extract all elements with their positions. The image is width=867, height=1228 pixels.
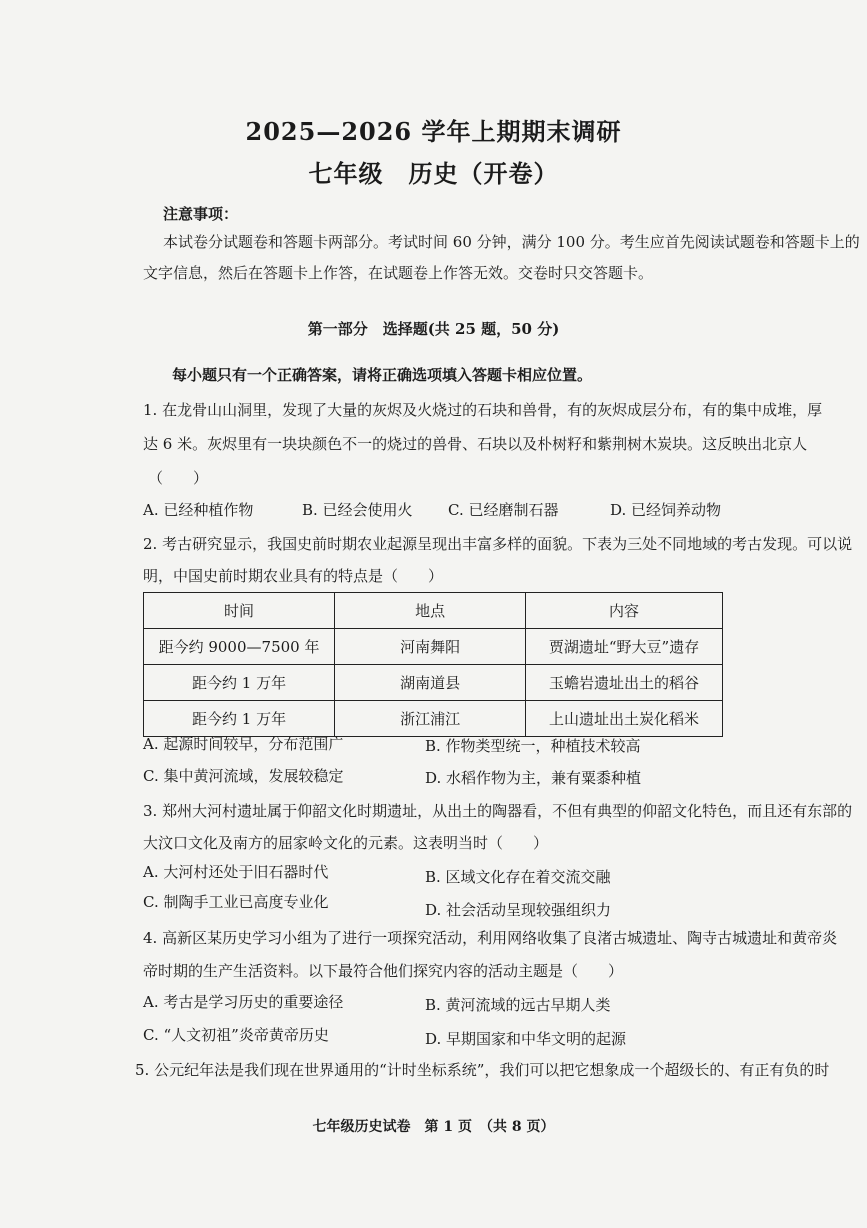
- q2-line-2: 明，中国史前时期农业具有的特点是（ ）: [143, 567, 444, 585]
- q1-line-1: 1. 在龙骨山山洞里，发现了大量的灰烬及火烧过的石块和兽骨，有的灰烬成层分布，有的集中成堆，厚: [143, 401, 823, 419]
- exam-subtitle: 七年级 历史（开卷）: [308, 159, 559, 188]
- q4-option-d: D. 早期国家和中华文明的起源: [425, 1030, 627, 1048]
- table-row: [144, 665, 723, 701]
- table-row: [144, 629, 723, 665]
- q2-option-d: D. 水稻作物为主，兼有粟黍种植: [425, 769, 642, 787]
- q3-option-c: C. 制陶手工业已高度专业化: [143, 893, 329, 911]
- notice-heading: 注意事项：: [163, 205, 239, 223]
- table-cell: 贾湖遗址“野大豆”遗存: [526, 629, 723, 665]
- q4-line-1: 4. 高新区某历史学习小组为了进行一项探究活动，利用网络收集了良渚古城遗址、陶寺古城遗址和黄帝炎: [143, 929, 838, 947]
- q4-line-2: 帝时期的生产生活资料。以下最符合他们探究内容的活动主题是（ ）: [143, 962, 624, 980]
- table-cell: 距今约 1 万年: [144, 665, 335, 701]
- q2-line-1: 2. 考古研究显示，我国史前时期农业起源呈现出丰富多样的面貌。下表为三处不同地域的考古发现。可以说: [143, 535, 853, 553]
- q4-option-c: C. “人文初祖”炎帝黄帝历史: [143, 1026, 329, 1044]
- notice-line-1: 本试卷分试题卷和答题卡两部分。考试时间 60 分钟，满分 100 分。考生应首先阅读试题卷和答题卡上的: [163, 233, 860, 251]
- q4-option-b: B. 黄河流域的远古早期人类: [425, 996, 611, 1014]
- q3-option-d: D. 社会活动呈现较强组织力: [425, 901, 612, 919]
- table-cell: 距今约 1 万年: [144, 701, 335, 737]
- q3-option-a: A. 大河村还处于旧石器时代: [143, 863, 329, 881]
- table-header-cell: 时间: [144, 593, 335, 629]
- q2-option-a: A. 起源时间较早，分布范围广: [143, 735, 344, 753]
- part-title: 第一部分 选择题(共 25 题，50 分): [307, 320, 560, 338]
- notice-line-2: 文字信息，然后在答题卡上作答，在试题卷上作答无效。交卷时只交答题卡。: [143, 264, 654, 282]
- q3-option-b: B. 区域文化存在着交流交融: [425, 868, 611, 886]
- table-cell: 距今约 9000—7500 年: [144, 629, 335, 665]
- q2-option-c: C. 集中黄河流域，发展较稳定: [143, 767, 344, 785]
- table-header-cell: 地点: [335, 593, 526, 629]
- q5-line-1: 5. 公元纪年法是我们现在世界通用的“计时坐标系统”，我们可以把它想象成一个超级长的、有正有负的时: [135, 1061, 830, 1079]
- q1-line-2: 达 6 米。灰烬里有一块块颜色不一的烧过的兽骨、石块以及朴树籽和紫荆树木炭块。这反映出北京人: [143, 435, 808, 453]
- table-header-cell: 内容: [526, 593, 723, 629]
- q3-line-2: 大汶口文化及南方的屈家岭文化的元素。这表明当时（ ）: [143, 834, 549, 852]
- q1-option-d: D. 已经饲养动物: [610, 501, 722, 519]
- table-cell: 玉蟾岩遗址出土的稻谷: [526, 665, 723, 701]
- exam-title: 2025—2026 学年上期期末调研: [245, 117, 622, 146]
- q4-option-a: A. 考古是学习历史的重要途径: [143, 993, 344, 1011]
- part-instruction: 每小题只有一个正确答案，请将正确选项填入答题卡相应位置。: [172, 366, 593, 384]
- q2-data-table: [143, 592, 723, 737]
- q3-line-1: 3. 郑州大河村遗址属于仰韶文化时期遗址，从出土的陶器看，不但有典型的仰韶文化特色，而且还有东部的: [143, 802, 853, 820]
- table-cell: 上山遗址出土炭化稻米: [526, 701, 723, 737]
- table-cell: 河南舞阳: [335, 629, 526, 665]
- q1-option-a: A. 已经种植作物: [143, 501, 254, 519]
- q2-option-b: B. 作物类型统一，种植技术较高: [425, 737, 641, 755]
- table-cell: 浙江浦江: [335, 701, 526, 737]
- table-header-row: [144, 593, 723, 629]
- page-footer: 七年级历史试卷 第 1 页 （共 8 页）: [312, 1119, 555, 1135]
- q1-line-3: （ ）: [148, 469, 209, 487]
- table-row: [144, 701, 723, 737]
- table-cell: 湖南道县: [335, 665, 526, 701]
- q1-option-c: C. 已经磨制石器: [448, 501, 559, 519]
- q1-option-b: B. 已经会使用火: [302, 501, 413, 519]
